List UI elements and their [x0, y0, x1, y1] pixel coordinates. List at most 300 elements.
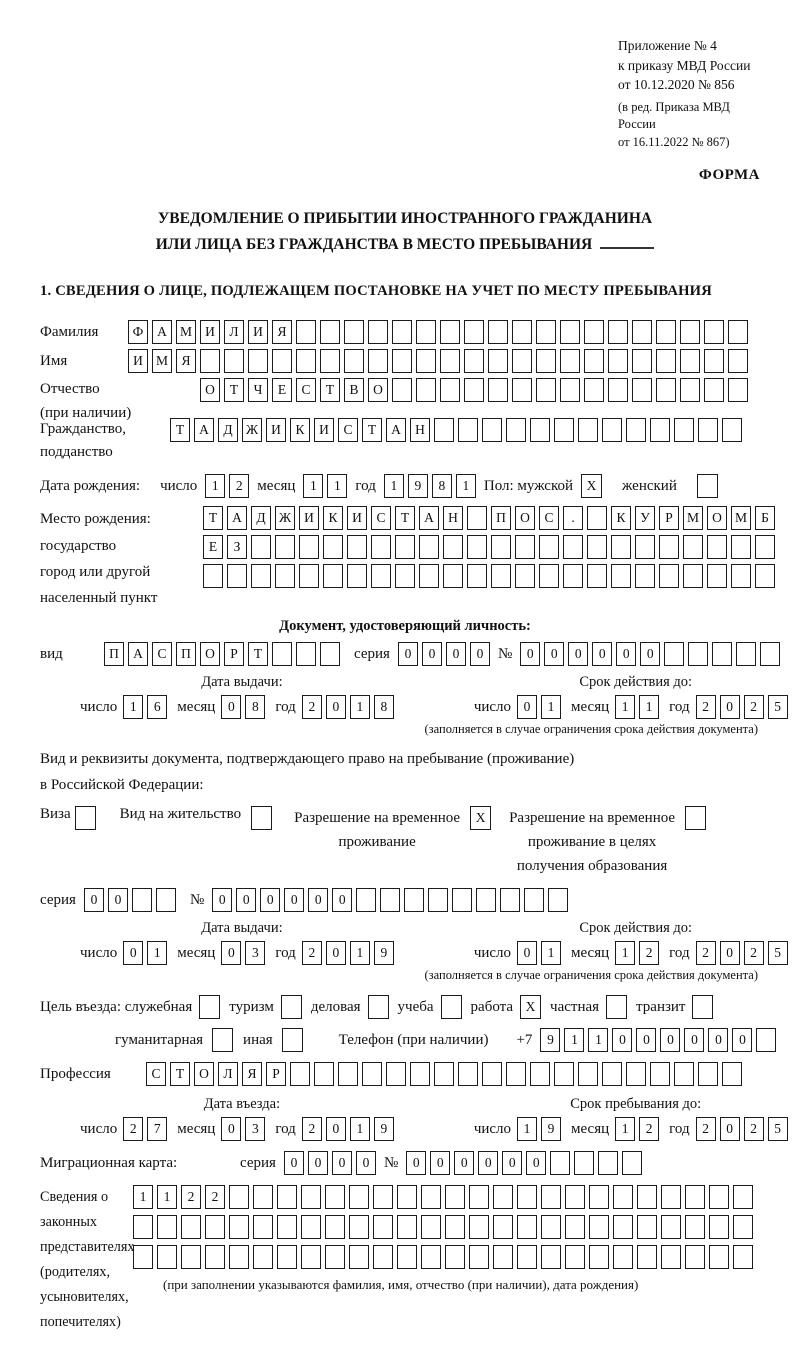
char-cell[interactable]: 2 [302, 941, 322, 965]
char-cell[interactable]: 0 [612, 1028, 632, 1052]
char-cell[interactable] [589, 1245, 609, 1269]
char-cell[interactable]: 1 [541, 695, 561, 719]
char-cell[interactable]: 1 [350, 1117, 370, 1141]
char-cell[interactable] [632, 378, 652, 402]
char-cell[interactable]: Л [218, 1062, 238, 1086]
char-cell[interactable] [578, 418, 598, 442]
purpose-work-checkbox[interactable]: X [520, 995, 541, 1019]
char-cell[interactable] [587, 535, 607, 559]
char-cell[interactable] [181, 1215, 201, 1239]
char-cell[interactable] [458, 418, 478, 442]
char-cell[interactable] [320, 349, 340, 373]
char-cell[interactable] [530, 1062, 550, 1086]
char-cell[interactable]: 8 [245, 695, 265, 719]
char-cell[interactable] [704, 349, 724, 373]
char-cell[interactable] [224, 349, 244, 373]
char-cell[interactable] [728, 320, 748, 344]
char-cell[interactable]: П [491, 506, 511, 530]
char-cell[interactable] [373, 1215, 393, 1239]
char-cell[interactable]: И [299, 506, 319, 530]
char-cell[interactable] [632, 349, 652, 373]
char-cell[interactable]: Я [242, 1062, 262, 1086]
char-cell[interactable] [709, 1215, 729, 1239]
char-cell[interactable] [584, 349, 604, 373]
char-cell[interactable]: 1 [564, 1028, 584, 1052]
char-cell[interactable]: 0 [308, 1151, 328, 1175]
char-cell[interactable]: 1 [157, 1185, 177, 1209]
char-cell[interactable] [560, 320, 580, 344]
char-cell[interactable] [482, 1062, 502, 1086]
char-cell[interactable] [733, 1185, 753, 1209]
char-cell[interactable]: 0 [454, 1151, 474, 1175]
char-cell[interactable] [347, 564, 367, 588]
char-cell[interactable] [445, 1245, 465, 1269]
char-cell[interactable]: 0 [544, 642, 564, 666]
char-cell[interactable]: 0 [332, 888, 352, 912]
char-cell[interactable] [275, 535, 295, 559]
char-cell[interactable] [464, 320, 484, 344]
char-cell[interactable] [320, 320, 340, 344]
char-cell[interactable] [536, 320, 556, 344]
char-cell[interactable]: А [152, 320, 172, 344]
char-cell[interactable] [368, 320, 388, 344]
char-cell[interactable]: С [338, 418, 358, 442]
char-cell[interactable] [440, 320, 460, 344]
char-cell[interactable]: 2 [696, 941, 716, 965]
char-cell[interactable] [493, 1215, 513, 1239]
char-cell[interactable] [578, 1062, 598, 1086]
char-cell[interactable]: У [635, 506, 655, 530]
char-cell[interactable] [488, 320, 508, 344]
char-cell[interactable]: Д [218, 418, 238, 442]
char-cell[interactable] [659, 535, 679, 559]
char-cell[interactable]: 1 [303, 474, 323, 498]
char-cell[interactable]: Т [170, 418, 190, 442]
char-cell[interactable]: М [176, 320, 196, 344]
char-cell[interactable] [760, 642, 780, 666]
char-cell[interactable] [512, 349, 532, 373]
char-cell[interactable]: 1 [123, 695, 143, 719]
char-cell[interactable]: Т [362, 418, 382, 442]
char-cell[interactable] [524, 888, 544, 912]
char-cell[interactable] [637, 1215, 657, 1239]
char-cell[interactable]: 0 [684, 1028, 704, 1052]
char-cell[interactable] [685, 1215, 705, 1239]
char-cell[interactable]: 0 [517, 941, 537, 965]
char-cell[interactable]: 1 [147, 941, 167, 965]
char-cell[interactable]: 0 [526, 1151, 546, 1175]
char-cell[interactable] [632, 320, 652, 344]
char-cell[interactable]: 0 [568, 642, 588, 666]
char-cell[interactable] [548, 888, 568, 912]
char-cell[interactable] [707, 564, 727, 588]
char-cell[interactable]: И [266, 418, 286, 442]
char-cell[interactable] [440, 349, 460, 373]
char-cell[interactable]: 9 [374, 941, 394, 965]
char-cell[interactable] [392, 378, 412, 402]
char-cell[interactable] [296, 320, 316, 344]
char-cell[interactable] [626, 418, 646, 442]
char-cell[interactable] [325, 1215, 345, 1239]
char-cell[interactable] [728, 378, 748, 402]
char-cell[interactable] [664, 642, 684, 666]
char-cell[interactable]: 0 [284, 888, 304, 912]
char-cell[interactable]: Я [272, 320, 292, 344]
char-cell[interactable] [397, 1215, 417, 1239]
char-cell[interactable] [349, 1245, 369, 1269]
char-cell[interactable] [608, 378, 628, 402]
char-cell[interactable] [554, 1062, 574, 1086]
char-cell[interactable]: 0 [592, 642, 612, 666]
char-cell[interactable]: 0 [221, 1117, 241, 1141]
char-cell[interactable]: 0 [430, 1151, 450, 1175]
option-temp-residence-education-checkbox[interactable] [685, 806, 706, 830]
char-cell[interactable] [635, 564, 655, 588]
char-cell[interactable] [416, 349, 436, 373]
char-cell[interactable]: 0 [326, 1117, 346, 1141]
char-cell[interactable]: 0 [123, 941, 143, 965]
char-cell[interactable]: 0 [636, 1028, 656, 1052]
char-cell[interactable] [421, 1245, 441, 1269]
char-cell[interactable]: 0 [520, 642, 540, 666]
char-cell[interactable] [565, 1245, 585, 1269]
char-cell[interactable]: С [296, 378, 316, 402]
char-cell[interactable] [476, 888, 496, 912]
char-cell[interactable]: 0 [84, 888, 104, 912]
char-cell[interactable]: 0 [422, 642, 442, 666]
char-cell[interactable] [419, 535, 439, 559]
char-cell[interactable] [277, 1245, 297, 1269]
char-cell[interactable]: 0 [732, 1028, 752, 1052]
char-cell[interactable] [709, 1185, 729, 1209]
char-cell[interactable]: П [104, 642, 124, 666]
char-cell[interactable]: 0 [640, 642, 660, 666]
char-cell[interactable]: И [347, 506, 367, 530]
char-cell[interactable]: 3 [245, 941, 265, 965]
char-cell[interactable]: И [248, 320, 268, 344]
char-cell[interactable] [133, 1215, 153, 1239]
char-cell[interactable] [380, 888, 400, 912]
char-cell[interactable]: 0 [470, 642, 490, 666]
char-cell[interactable] [517, 1245, 537, 1269]
char-cell[interactable] [707, 535, 727, 559]
char-cell[interactable] [698, 418, 718, 442]
char-cell[interactable] [428, 888, 448, 912]
char-cell[interactable]: 1 [384, 474, 404, 498]
char-cell[interactable] [205, 1245, 225, 1269]
char-cell[interactable] [554, 418, 574, 442]
char-cell[interactable] [229, 1215, 249, 1239]
char-cell[interactable] [434, 418, 454, 442]
char-cell[interactable] [602, 1062, 622, 1086]
char-cell[interactable]: С [539, 506, 559, 530]
char-cell[interactable]: 1 [639, 695, 659, 719]
char-cell[interactable] [395, 564, 415, 588]
char-cell[interactable] [410, 1062, 430, 1086]
char-cell[interactable]: А [419, 506, 439, 530]
option-residence-permit-checkbox[interactable] [251, 806, 272, 830]
char-cell[interactable] [368, 349, 388, 373]
char-cell[interactable] [323, 535, 343, 559]
purpose-humanitarian-checkbox[interactable] [212, 1028, 233, 1052]
char-cell[interactable] [515, 535, 535, 559]
char-cell[interactable] [356, 888, 376, 912]
char-cell[interactable]: 1 [133, 1185, 153, 1209]
char-cell[interactable]: 9 [541, 1117, 561, 1141]
char-cell[interactable]: 0 [308, 888, 328, 912]
char-cell[interactable] [704, 378, 724, 402]
char-cell[interactable] [517, 1215, 537, 1239]
char-cell[interactable]: 8 [374, 695, 394, 719]
char-cell[interactable] [416, 320, 436, 344]
char-cell[interactable] [338, 1062, 358, 1086]
char-cell[interactable] [301, 1245, 321, 1269]
char-cell[interactable]: Т [203, 506, 223, 530]
char-cell[interactable] [443, 564, 463, 588]
char-cell[interactable] [589, 1185, 609, 1209]
char-cell[interactable]: 1 [615, 695, 635, 719]
char-cell[interactable] [685, 1245, 705, 1269]
char-cell[interactable] [205, 1215, 225, 1239]
char-cell[interactable] [491, 564, 511, 588]
char-cell[interactable] [443, 535, 463, 559]
char-cell[interactable]: Н [443, 506, 463, 530]
char-cell[interactable] [680, 378, 700, 402]
char-cell[interactable]: 0 [284, 1151, 304, 1175]
char-cell[interactable] [613, 1245, 633, 1269]
char-cell[interactable] [698, 1062, 718, 1086]
char-cell[interactable]: 2 [302, 695, 322, 719]
char-cell[interactable]: 1 [588, 1028, 608, 1052]
char-cell[interactable] [299, 535, 319, 559]
char-cell[interactable]: Ф [128, 320, 148, 344]
char-cell[interactable] [622, 1151, 642, 1175]
char-cell[interactable] [541, 1185, 561, 1209]
char-cell[interactable]: 7 [147, 1117, 167, 1141]
char-cell[interactable]: 0 [708, 1028, 728, 1052]
char-cell[interactable]: 1 [615, 941, 635, 965]
sex-female-checkbox[interactable] [697, 474, 718, 498]
char-cell[interactable] [704, 320, 724, 344]
char-cell[interactable]: 0 [660, 1028, 680, 1052]
char-cell[interactable] [728, 349, 748, 373]
char-cell[interactable] [650, 418, 670, 442]
char-cell[interactable] [272, 642, 292, 666]
char-cell[interactable] [637, 1185, 657, 1209]
char-cell[interactable] [550, 1151, 570, 1175]
char-cell[interactable] [229, 1185, 249, 1209]
char-cell[interactable] [584, 320, 604, 344]
char-cell[interactable] [416, 378, 436, 402]
char-cell[interactable] [539, 564, 559, 588]
char-cell[interactable] [488, 349, 508, 373]
char-cell[interactable] [661, 1245, 681, 1269]
char-cell[interactable] [253, 1245, 273, 1269]
char-cell[interactable]: Л [224, 320, 244, 344]
char-cell[interactable]: 2 [302, 1117, 322, 1141]
char-cell[interactable]: Н [410, 418, 430, 442]
char-cell[interactable]: 9 [374, 1117, 394, 1141]
char-cell[interactable] [517, 1185, 537, 1209]
char-cell[interactable]: Т [248, 642, 268, 666]
char-cell[interactable] [587, 506, 607, 530]
char-cell[interactable]: 6 [147, 695, 167, 719]
char-cell[interactable] [563, 535, 583, 559]
char-cell[interactable] [506, 1062, 526, 1086]
char-cell[interactable] [611, 564, 631, 588]
char-cell[interactable]: Т [395, 506, 415, 530]
char-cell[interactable] [574, 1151, 594, 1175]
char-cell[interactable] [512, 378, 532, 402]
char-cell[interactable] [541, 1245, 561, 1269]
char-cell[interactable]: 0 [326, 695, 346, 719]
char-cell[interactable] [421, 1215, 441, 1239]
char-cell[interactable] [637, 1245, 657, 1269]
char-cell[interactable] [650, 1062, 670, 1086]
char-cell[interactable]: Д [251, 506, 271, 530]
char-cell[interactable]: 0 [212, 888, 232, 912]
char-cell[interactable] [565, 1215, 585, 1239]
purpose-study-checkbox[interactable] [441, 995, 462, 1019]
char-cell[interactable]: И [128, 349, 148, 373]
char-cell[interactable]: К [290, 418, 310, 442]
char-cell[interactable] [661, 1215, 681, 1239]
purpose-official-checkbox[interactable] [199, 995, 220, 1019]
char-cell[interactable] [656, 349, 676, 373]
char-cell[interactable]: 0 [398, 642, 418, 666]
char-cell[interactable] [536, 378, 556, 402]
char-cell[interactable]: О [194, 1062, 214, 1086]
char-cell[interactable] [680, 320, 700, 344]
char-cell[interactable]: 9 [408, 474, 428, 498]
char-cell[interactable] [373, 1185, 393, 1209]
char-cell[interactable] [598, 1151, 618, 1175]
purpose-transit-checkbox[interactable] [692, 995, 713, 1019]
char-cell[interactable] [452, 888, 472, 912]
char-cell[interactable]: 2 [639, 941, 659, 965]
char-cell[interactable] [371, 564, 391, 588]
char-cell[interactable] [323, 564, 343, 588]
char-cell[interactable] [467, 564, 487, 588]
char-cell[interactable]: 0 [332, 1151, 352, 1175]
char-cell[interactable]: 5 [768, 695, 788, 719]
char-cell[interactable]: Я [176, 349, 196, 373]
char-cell[interactable]: И [200, 320, 220, 344]
char-cell[interactable] [301, 1185, 321, 1209]
char-cell[interactable]: 2 [229, 474, 249, 498]
char-cell[interactable] [506, 418, 526, 442]
char-cell[interactable] [608, 320, 628, 344]
char-cell[interactable] [347, 535, 367, 559]
char-cell[interactable]: 0 [478, 1151, 498, 1175]
char-cell[interactable] [157, 1245, 177, 1269]
char-cell[interactable] [482, 418, 502, 442]
char-cell[interactable]: А [128, 642, 148, 666]
char-cell[interactable] [392, 320, 412, 344]
char-cell[interactable] [565, 1185, 585, 1209]
char-cell[interactable] [419, 564, 439, 588]
option-visa-checkbox[interactable] [75, 806, 96, 830]
char-cell[interactable] [712, 642, 732, 666]
char-cell[interactable] [404, 888, 424, 912]
char-cell[interactable] [227, 564, 247, 588]
char-cell[interactable] [755, 535, 775, 559]
char-cell[interactable]: А [386, 418, 406, 442]
char-cell[interactable]: Т [224, 378, 244, 402]
char-cell[interactable]: 0 [260, 888, 280, 912]
char-cell[interactable]: 0 [720, 941, 740, 965]
char-cell[interactable] [683, 535, 703, 559]
char-cell[interactable] [275, 564, 295, 588]
char-cell[interactable] [349, 1185, 369, 1209]
char-cell[interactable] [512, 320, 532, 344]
char-cell[interactable] [491, 535, 511, 559]
char-cell[interactable]: Т [320, 378, 340, 402]
char-cell[interactable] [539, 535, 559, 559]
char-cell[interactable] [320, 642, 340, 666]
char-cell[interactable]: П [176, 642, 196, 666]
char-cell[interactable] [733, 1245, 753, 1269]
char-cell[interactable] [635, 535, 655, 559]
char-cell[interactable] [602, 418, 622, 442]
char-cell[interactable]: 5 [768, 941, 788, 965]
char-cell[interactable] [515, 564, 535, 588]
purpose-business-checkbox[interactable] [368, 995, 389, 1019]
char-cell[interactable]: И [314, 418, 334, 442]
char-cell[interactable]: 1 [615, 1117, 635, 1141]
char-cell[interactable] [296, 642, 316, 666]
char-cell[interactable]: 0 [720, 1117, 740, 1141]
char-cell[interactable] [560, 378, 580, 402]
char-cell[interactable] [722, 418, 742, 442]
char-cell[interactable]: Р [659, 506, 679, 530]
char-cell[interactable]: А [227, 506, 247, 530]
char-cell[interactable] [392, 349, 412, 373]
char-cell[interactable] [349, 1215, 369, 1239]
char-cell[interactable]: А [194, 418, 214, 442]
char-cell[interactable] [371, 535, 391, 559]
char-cell[interactable]: О [515, 506, 535, 530]
char-cell[interactable] [251, 535, 271, 559]
char-cell[interactable]: 2 [744, 695, 764, 719]
char-cell[interactable] [541, 1215, 561, 1239]
char-cell[interactable] [685, 1185, 705, 1209]
char-cell[interactable] [440, 378, 460, 402]
char-cell[interactable]: . [563, 506, 583, 530]
char-cell[interactable]: Е [203, 535, 223, 559]
char-cell[interactable] [688, 642, 708, 666]
char-cell[interactable] [469, 1215, 489, 1239]
char-cell[interactable] [362, 1062, 382, 1086]
char-cell[interactable] [445, 1185, 465, 1209]
char-cell[interactable]: 0 [326, 941, 346, 965]
char-cell[interactable] [253, 1215, 273, 1239]
char-cell[interactable]: М [731, 506, 751, 530]
char-cell[interactable]: 5 [768, 1117, 788, 1141]
char-cell[interactable] [229, 1245, 249, 1269]
char-cell[interactable] [756, 1028, 776, 1052]
char-cell[interactable]: В [344, 378, 364, 402]
char-cell[interactable]: З [227, 535, 247, 559]
char-cell[interactable]: 0 [446, 642, 466, 666]
char-cell[interactable] [656, 320, 676, 344]
char-cell[interactable]: О [200, 642, 220, 666]
char-cell[interactable] [325, 1245, 345, 1269]
char-cell[interactable]: 0 [616, 642, 636, 666]
char-cell[interactable] [251, 564, 271, 588]
char-cell[interactable]: С [152, 642, 172, 666]
char-cell[interactable]: 0 [356, 1151, 376, 1175]
